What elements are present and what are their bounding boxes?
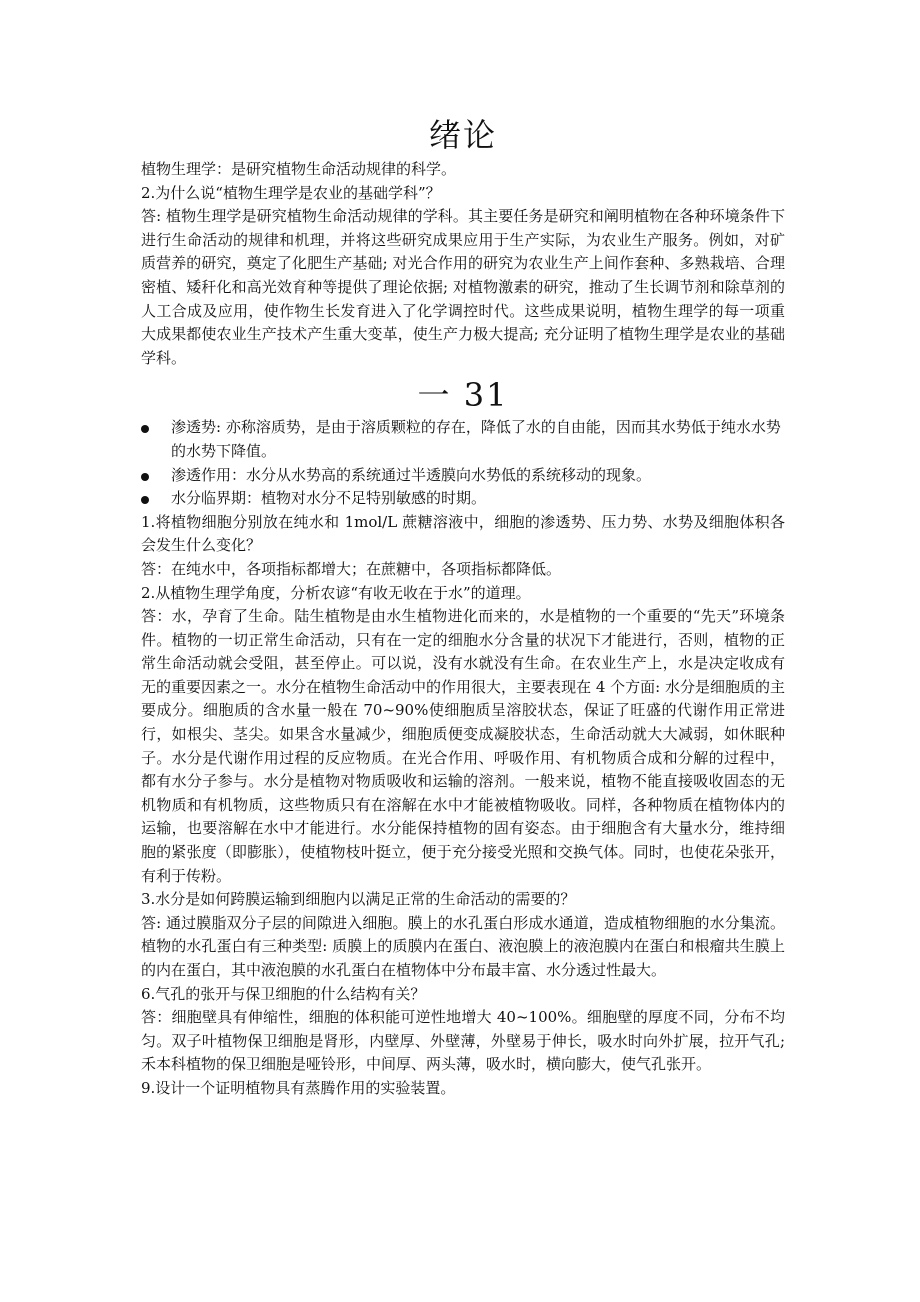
- bullet-icon: [141, 473, 149, 481]
- question-1: 1.将植物细胞分别放在纯水和 1mol/L 蔗糖溶液中，细胞的渗透势、压力势、水势及细胞体积各会发生什么变化？: [141, 512, 785, 555]
- bullet-icon: [141, 496, 149, 504]
- question-9: 9.设计一个证明植物具有蒸腾作用的实验装置。: [141, 1078, 456, 1097]
- definition-plant-physiology: 植物生理学：是研究植物生命活动规律的科学。: [141, 160, 457, 178]
- question-2-intro: 2.为什么说“植物生理学是农业的基础学科”？: [141, 183, 441, 202]
- document-title: 绪论: [428, 116, 497, 154]
- list-item: [141, 487, 785, 511]
- answer-1: 答：在纯水中，各项指标都增大；在蔗糖中，各项指标都降低。: [141, 559, 562, 578]
- question-3: 3.水分是如何跨膜运输到细胞内以满足正常的生命活动的需要的？: [141, 890, 576, 909]
- list-item: [141, 416, 785, 463]
- definition-list: [141, 416, 785, 510]
- section-title: 一 31: [417, 376, 509, 415]
- answer-6: 答：细胞壁具有伸缩性，细胞的体积能可逆性地增大 40~100%。细胞壁的厚度不同，分布不均匀。双子叶植物保卫细胞是肾形，内壁厚、外壁薄，外壁易于伸长，吸水时向外扩展，拉开气孔; 禾本科植物的保卫细胞是哑铃形，中间厚、两头薄，吸水时，横向膨大，使气孔张开。: [141, 1008, 785, 1074]
- definition-critical-water-period: 水分临界期：植物对水分不足特别敏感的时期。: [171, 489, 487, 508]
- document-page: [141, 112, 785, 1101]
- answer-2: 答：水，孕育了生命。陆生植物是由水生植物进化而来的，水是植物的一个重要的“先天”环境条件。植物的一切正常生命活动，只有在一定的细胞水分含量的状况下才能进行，否则，植物的正常生命活动就会受阻，甚至停止。可以说，没有水就没有生命。在农业生产上，水是决定收成有无的重要因素之一。水分在植物生命活动中的作用很大，主要表现在 4 个方面: 水分是细胞质的主要成分。细胞质的含水量一般在 70~90%使细胞质呈溶胶状态，保证了旺盛的代谢作用正常进行，如根尖、茎尖。如果含水量减少，细胞质便变成凝胶状态，生命活动就大大减弱，如休眠种子。水分是代谢作用过程的反应物质。在光合作用、呼吸作用、有机物质合成和分解的过程中，都有水分子参与。水分是植物对物质吸收和运输的溶剂。一般来说，植物不能直接吸收固态的无机物质和有机物质，这些物质只有在溶解在水中才能被植物吸收。同样，各种物质在植物体内的运输，也要溶解在水中才能进行。水分能保持植物的固有姿态。由于细胞含有大量水分，维持细胞的紧张度（即膨胀），使植物枝叶挺立，便于充分接受光照和交换气体。同时，也使花朵张开，有利于传粉。: [141, 607, 785, 885]
- question-6: 6.气孔的张开与保卫细胞的什么结构有关？: [141, 984, 426, 1003]
- list-item: [141, 464, 785, 488]
- answer-2-intro: 答: 植物生理学是研究植物生命活动规律的学科。其主要任务是研究和阐明植物在各种环境条件下进行生命活动的规律和机理，并将这些研究成果应用于生产实际，为农业生产服务。例如，对矿质营养的研究，奠定了化肥生产基础; 对光合作用的研究为农业生产上间作套种、多熟栽培、合理密植、矮秆化和高光效育种等提供了理论依据; 对植物激素的研究，推动了生长调节剂和除草剂的人工合成及应用，使作物生长发育进入了化学调控时代。这些成果说明，植物生理学的每一项重大成果都使农业生产技术产生重大变革，使生产力极大提高; 充分证明了植物生理学是农业的基础学科。: [141, 207, 785, 367]
- definition-osmotic-potential: 渗透势: 亦称溶质势，是由于溶质颗粒的存在，降低了水的自由能，因而其水势低于纯水水势的水势下降值。: [171, 418, 781, 460]
- question-2: 2.从植物生理学角度，分析农谚“有收无收在于水”的道理。: [141, 583, 531, 602]
- bullet-icon: [141, 425, 149, 433]
- definition-osmosis: 渗透作用：水分从水势高的系统通过半透膜向水势低的系统移动的现象。: [171, 465, 652, 484]
- answer-3: 答: 通过膜脂双分子层的间隙进入细胞。膜上的水孔蛋白形成水通道，造成植物细胞的水分集流。植物的水孔蛋白有三种类型: 质膜上的质膜内在蛋白、液泡膜上的液泡膜内在蛋白和根瘤共生膜上的内在蛋白，其中液泡膜的水孔蛋白在植物体中分布最丰富、水分透过性最大。: [141, 913, 785, 979]
